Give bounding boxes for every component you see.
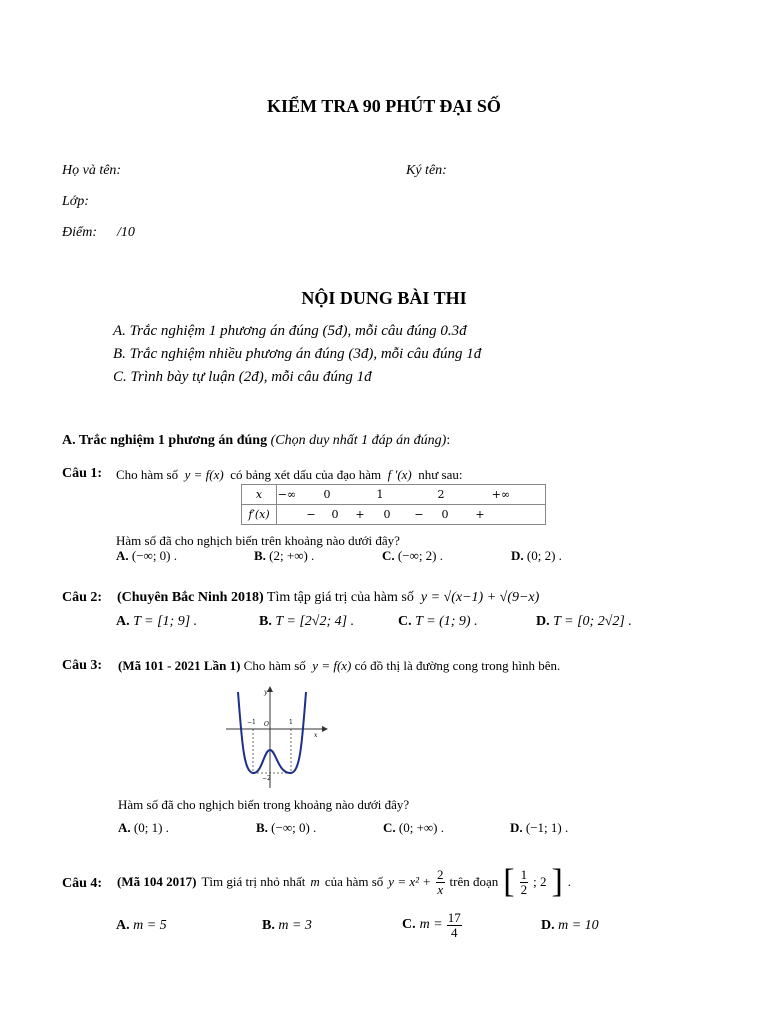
- sign-table-row-x: [242, 485, 546, 505]
- q1-deriv: f ′(x): [387, 467, 412, 482]
- q4-answer-c-fraction: [447, 911, 462, 940]
- class-label: Lớp:: [62, 194, 89, 209]
- q2-answer-b: [259, 614, 354, 630]
- graph-label-y: y: [264, 689, 268, 696]
- function-curve: [238, 692, 306, 773]
- sign-table-row-deriv: [242, 505, 546, 525]
- sign-table-x-value: −∞: [277, 488, 297, 501]
- q3-answer-c-label: C.: [383, 820, 396, 835]
- y-axis-arrow: [267, 686, 273, 692]
- q4-interval-fraction: [520, 868, 529, 897]
- q4-var: m: [310, 874, 320, 889]
- q1-answer-d: [511, 548, 562, 564]
- q4-interval-num: 1: [520, 866, 528, 882]
- q4-func-lhs: y = x² +: [388, 874, 432, 889]
- q1-answer-c-value: (−∞; 2) .: [397, 548, 444, 563]
- q2-answer-c: [398, 614, 478, 630]
- q3-answer-b-value: (−∞; 0) .: [271, 820, 317, 835]
- section-a-title: A. Trắc nghiệm 1 phương án đúng: [62, 433, 268, 448]
- q2-answer-c-label: C.: [398, 614, 412, 629]
- score-label: Điểm:: [62, 225, 97, 240]
- q1-answer-b-label: B.: [254, 548, 266, 563]
- q4-answer-b-label: B.: [262, 918, 275, 933]
- q1-text-c: như sau:: [418, 467, 463, 482]
- q1-answer-c-label: C.: [382, 548, 395, 563]
- graph-label-one: 1: [289, 719, 293, 726]
- q1-answer-c: [382, 548, 443, 564]
- sign-table-x-value: +∞: [491, 488, 511, 501]
- content-title: NỘI DUNG BÀI THI: [301, 288, 467, 308]
- q3-text-a: Cho hàm số: [243, 658, 306, 673]
- q3-answer-b: [256, 820, 316, 836]
- q4-answer-d-value: m = 10: [558, 918, 599, 933]
- q3-answer-d-value: (−1; 1) .: [525, 820, 569, 835]
- section-a-colon: :: [446, 433, 451, 448]
- q1-stem: [116, 467, 463, 483]
- graph-label-neg-one: −1: [247, 719, 256, 726]
- q2-answer-d-value: T = [0; 2√2] .: [553, 614, 632, 629]
- q3-answer-c-value: (0; +∞) .: [398, 820, 445, 835]
- q3-func: y = f(x): [312, 658, 352, 673]
- content-item-c: C. Trình bày tự luận (2đ), mỗi câu đúng 1đ: [113, 369, 372, 385]
- q3-text-b: có đồ thị là đường cong trong hình bên.: [354, 658, 561, 673]
- q2-answer-b-label: B.: [259, 614, 272, 629]
- q1-label: Câu 1:: [62, 466, 103, 481]
- q4-bracket-close: ]: [551, 863, 563, 900]
- sign-table-deriv-value: +: [475, 508, 485, 521]
- q3-answer-d-label: D.: [510, 820, 523, 835]
- q4-interval-den: 2: [520, 881, 528, 897]
- sign-table-x-head: x: [242, 485, 277, 505]
- q2-answer-a-label: A.: [116, 614, 130, 629]
- sign-table-x-value: 2: [437, 488, 445, 501]
- q2-answer-a: [116, 614, 197, 630]
- q1-answer-d-label: D.: [511, 548, 524, 563]
- sign-table-x-value: 1: [376, 488, 384, 501]
- q3-answer-d: [510, 820, 568, 836]
- sign-table-deriv-cells: [277, 505, 546, 525]
- q1-answer-b-value: (2; +∞) .: [269, 548, 315, 563]
- q1-answer-d-value: (0; 2) .: [526, 548, 562, 563]
- q4-func-num: 2: [437, 866, 444, 882]
- q4-func-den: x: [437, 881, 444, 897]
- content-item-b: B. Trắc nghiệm nhiều phương án đúng (3đ), mỗi câu đúng 1đ: [113, 346, 482, 362]
- sign-table-deriv-value: 0: [441, 508, 449, 521]
- q4-stem: (Mã 104 2017) Tìm giá trị nhỏ nhất m của hàm số y = x² + $\frac{2}{x}$ trên đoạn [ $\frac{1}{2}$ ; 2 ] .: [117, 863, 572, 900]
- q3-graph: [222, 684, 332, 794]
- q4-answer-d-label: D.: [541, 918, 555, 933]
- exam-title: KIỂM TRA 90 PHÚT ĐẠI SỐ: [267, 96, 501, 116]
- q2-answer-a-value: T = [1; 9] .: [133, 614, 198, 629]
- q2-source: (Chuyên Bắc Ninh 2018): [117, 590, 264, 605]
- graph-label-x: x: [314, 732, 318, 739]
- q2-answer-c-value: T = (1; 9) .: [415, 614, 478, 629]
- q1-text-b: có bảng xét dấu của đạo hàm: [230, 467, 382, 482]
- q3-answer-a-value: (0; 1) .: [133, 820, 169, 835]
- q3-answer-b-label: B.: [256, 820, 268, 835]
- q2-func: y = √(x−1) + √(9−x): [420, 590, 540, 605]
- q1-answer-a: [116, 548, 177, 564]
- q3-answer-a: [118, 820, 169, 836]
- q4-text-b: của hàm số: [324, 874, 384, 889]
- name-label: Họ và tên:: [62, 163, 122, 178]
- q4-answer-b: [262, 918, 312, 934]
- q1-answer-a-value: (−∞; 0) .: [131, 548, 178, 563]
- q2-text: Tìm tập giá trị của hàm số: [266, 590, 414, 605]
- q4-func-fraction: [436, 868, 445, 897]
- q3-stem: [118, 658, 560, 674]
- content-item-a: A. Trắc nghiệm 1 phương án đúng (5đ), mỗi câu đúng 0.3đ: [113, 323, 467, 339]
- signature-label: Ký tên:: [406, 163, 447, 178]
- sign-table-deriv-value: 0: [383, 508, 391, 521]
- q1-func: y = f(x): [184, 467, 224, 482]
- q4-bracket-open: [: [503, 863, 515, 900]
- sign-table-deriv-head: f′(x): [242, 505, 277, 525]
- q3-label: Câu 3:: [62, 658, 103, 673]
- sign-table-x-cells: [277, 485, 546, 505]
- q4-answer-a-label: A.: [116, 918, 130, 933]
- q4-text-c: trên đoạn: [449, 874, 499, 889]
- q1-question: Hàm số đã cho nghịch biến trên khoảng nào dưới đây?: [116, 533, 400, 548]
- q4-interval-end: ; 2: [533, 874, 547, 889]
- q2-label: Câu 2:: [62, 590, 103, 605]
- q4-answer-a-value: m = 5: [133, 918, 167, 933]
- q4-answer-c: [402, 905, 462, 945]
- q4-text-a: Tìm giá trị nhỏ nhất: [201, 874, 306, 889]
- sign-table-deriv-value: −: [306, 508, 316, 521]
- x-axis-arrow: [322, 726, 328, 732]
- sign-table: [241, 484, 546, 525]
- q1-answer-a-label: A.: [116, 548, 129, 563]
- q3-answer-a-label: A.: [118, 820, 131, 835]
- q4-answer-c-num: 17: [447, 909, 461, 925]
- q2-answer-d-label: D.: [536, 614, 550, 629]
- q4-answer-c-den: 4: [450, 924, 458, 940]
- q4-answer-c-lhs: m =: [419, 917, 443, 932]
- q1-text-a: Cho hàm số: [116, 467, 179, 482]
- q4-label: Câu 4:: [62, 876, 103, 891]
- sign-table-x-value: 0: [323, 488, 331, 501]
- q4-source: (Mã 104 2017): [117, 874, 197, 889]
- q4-answer-c-label: C.: [402, 917, 416, 932]
- section-a-heading: [62, 433, 450, 449]
- graph-label-neg-two: −2: [262, 775, 271, 782]
- score-suffix: /10: [117, 225, 135, 240]
- q4-answer-d: [541, 918, 599, 934]
- q2-stem: [117, 590, 539, 606]
- q3-source: (Mã 101 - 2021 Lần 1): [118, 658, 241, 673]
- sign-table-deriv-value: 0: [331, 508, 339, 521]
- sign-table-deriv-value: +: [355, 508, 365, 521]
- q3-answer-c: [383, 820, 444, 836]
- q4-answer-b-value: m = 3: [278, 918, 312, 933]
- q2-answer-d: [536, 614, 632, 630]
- q1-answer-b: [254, 548, 314, 564]
- section-a-note: (Chọn duy nhất 1 đáp án đúng): [270, 433, 447, 448]
- q2-answer-b-value: T = [2√2; 4] .: [275, 614, 355, 629]
- sign-table-deriv-value: −: [414, 508, 424, 521]
- q4-answer-a: [116, 918, 167, 934]
- graph-label-origin: O: [264, 721, 269, 728]
- q3-question: Hàm số đã cho nghịch biến trong khoảng nào dưới đây?: [118, 797, 410, 812]
